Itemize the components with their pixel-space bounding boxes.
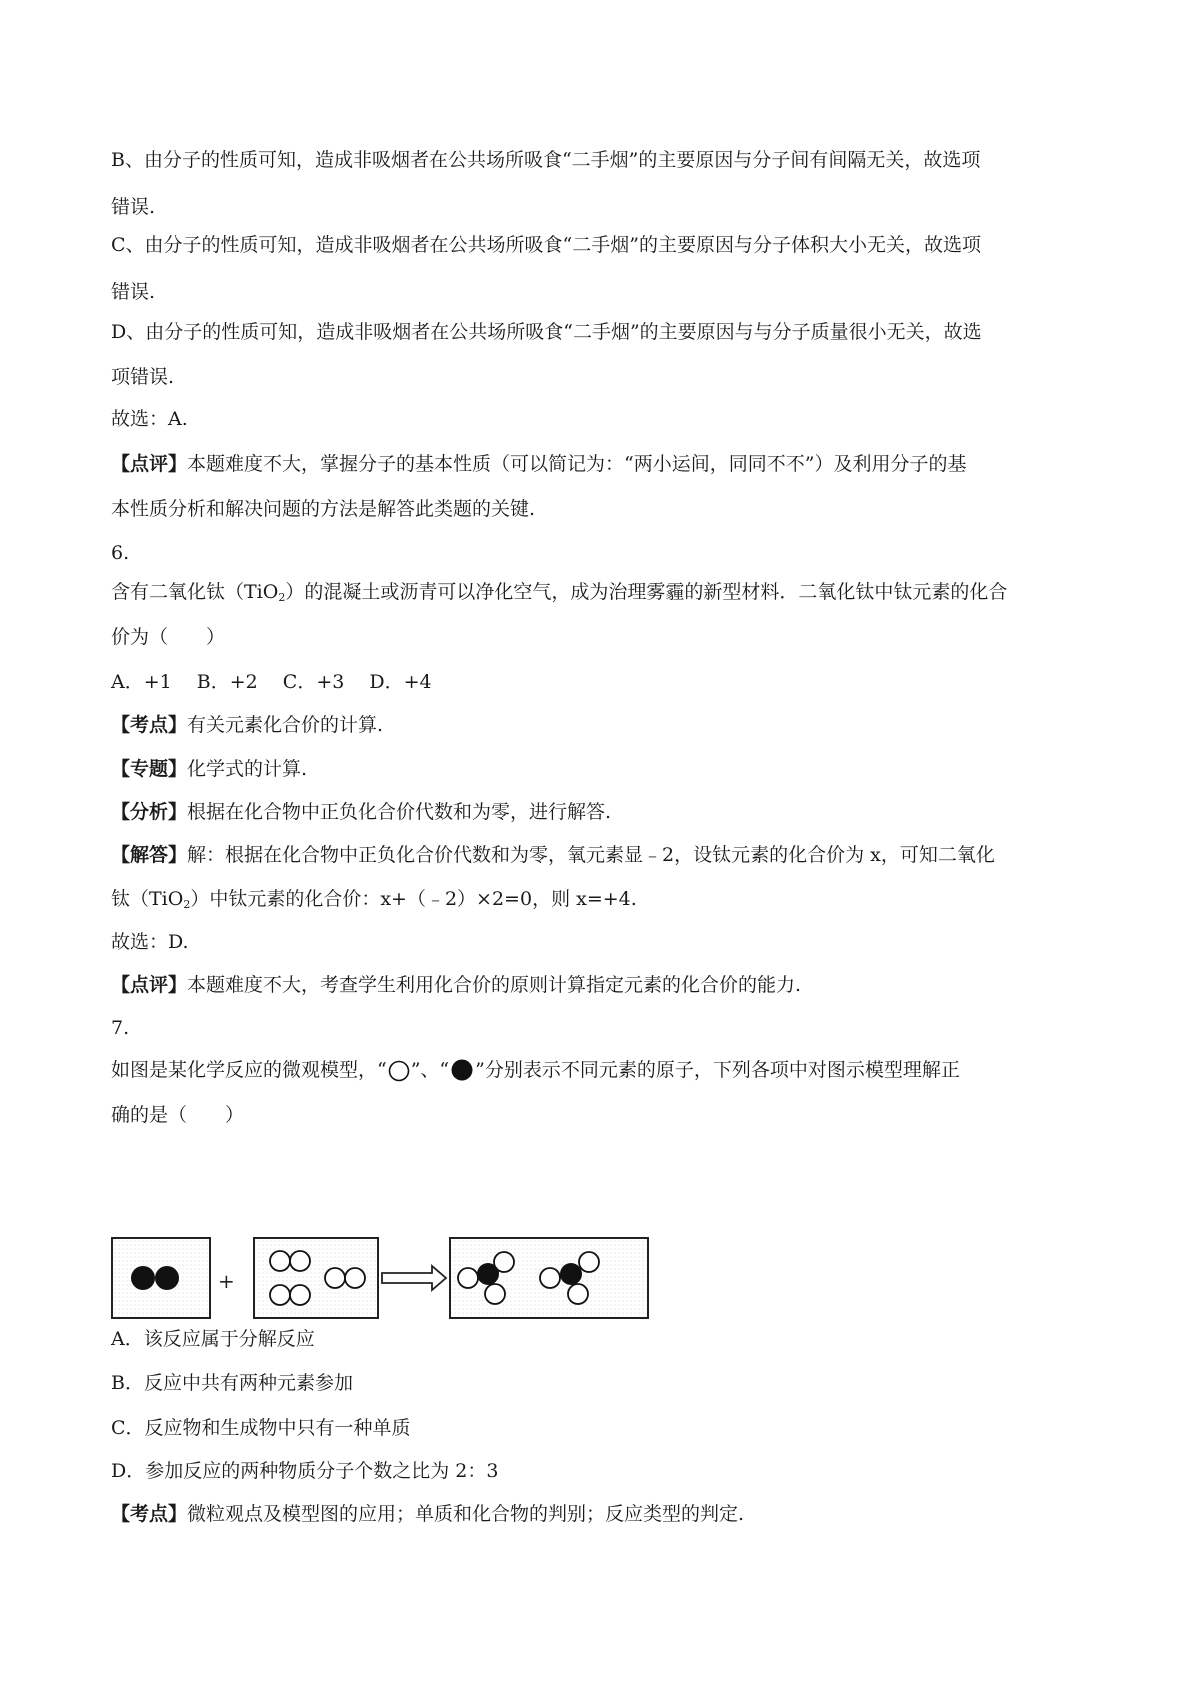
white-atom <box>325 1268 345 1288</box>
kaodian-text: 微粒观点及模型图的应用；单质和化合物的判别；反应类型的判定. <box>187 1503 745 1525</box>
q6-jieda-line-2 <box>111 887 1111 917</box>
q6-kaodian <box>111 713 1111 737</box>
black-atom <box>560 1263 582 1285</box>
q6-dianping <box>111 973 1111 997</box>
comment-text: 本题难度不大，掌握分子的基本性质（可以简记为：“两小运间，同同不不”）及利用分子的基 <box>187 453 967 475</box>
q7-stem-part: 如图是某化学反应的微观模型，“ <box>111 1059 387 1081</box>
q6-fenxi <box>111 800 1111 824</box>
white-atom <box>290 1251 310 1271</box>
black-atom <box>131 1266 155 1290</box>
fenxi-tag: 【分析】 <box>111 801 188 823</box>
q6-stem-line-2: 价为（ ） <box>111 626 226 648</box>
q7-option-d: D．参加反应的两种物质分子个数之比为 2：3 <box>111 1460 499 1482</box>
q6-jieda-line-1 <box>111 843 1111 867</box>
subscript: 2 <box>183 898 191 911</box>
white-atom-icon <box>388 1060 410 1082</box>
jieda-part: ）中钛元素的化合价：x+（﹣2）×2=0，则 x=+4. <box>190 888 637 910</box>
reactant-box-2 <box>254 1238 378 1318</box>
q5-comment-line-1 <box>111 452 1111 476</box>
kaodian-text: 有关元素化合价的计算. <box>187 714 384 736</box>
white-atom <box>458 1268 478 1288</box>
zhuanti-text: 化学式的计算. <box>187 758 308 780</box>
b-option-line-1: B、由分子的性质可知，造成非吸烟者在公共场所吸食“二手烟”的主要原因与分子间有间隔无关，故选项 <box>111 149 981 171</box>
q7-stem-line-2: 确的是（ ） <box>111 1104 245 1126</box>
white-atom <box>540 1268 560 1288</box>
q5-comment-line-2: 本性质分析和解决问题的方法是解答此类题的关键. <box>111 498 536 520</box>
q7-option-c: C．反应物和生成物中只有一种单质 <box>111 1417 411 1439</box>
jieda-text: 解：根据在化合物中正负化合价代数和为零，氧元素显﹣2，设钛元素的化合价为 x，可知二氧化 <box>187 844 995 866</box>
q7-stem-part: ”、“ <box>410 1059 450 1081</box>
q7-option-a: A．该反应属于分解反应 <box>111 1328 315 1350</box>
q7-stem-line-1 <box>111 1058 1111 1082</box>
q6-answer: 故选：D. <box>111 931 189 953</box>
reaction-arrow <box>382 1266 446 1290</box>
reaction-diagram <box>110 1236 650 1320</box>
c-option-line-2: 错误. <box>111 281 156 303</box>
white-atom <box>485 1284 505 1304</box>
reactant-box-1 <box>112 1238 210 1318</box>
comment-tag: 【点评】 <box>111 453 188 475</box>
q7-option-b: B．反应中共有两种元素参加 <box>111 1372 353 1394</box>
c-option-line-1: C、由分子的性质可知，造成非吸烟者在公共场所吸食“二手烟”的主要原因与分子体积大小无关，故选项 <box>111 234 981 256</box>
dianping-tag: 【点评】 <box>111 974 188 996</box>
jieda-tag: 【解答】 <box>111 844 188 866</box>
white-atom <box>270 1251 290 1271</box>
white-atom <box>579 1252 599 1272</box>
q6-stem-part: ）的混凝土或沥青可以净化空气，成为治理雾霾的新型材料．二氧化钛中钛元素的化合 <box>285 581 1008 603</box>
white-atom <box>290 1285 310 1305</box>
dianping-text: 本题难度不大，考查学生利用化合价的原则计算指定元素的化合价的能力. <box>187 974 802 996</box>
white-atom <box>270 1285 290 1305</box>
jieda-part: 钛（TiO <box>111 888 184 910</box>
q6-stem-line-1 <box>111 580 1111 610</box>
d-option-line-2: 项错误. <box>111 366 175 388</box>
zhuanti-tag: 【专题】 <box>111 758 188 780</box>
q5-answer: 故选：A. <box>111 408 188 430</box>
q7-number: 7. <box>111 1017 130 1039</box>
q7-stem-part: ”分别表示不同元素的原子，下列各项中对图示模型理解正 <box>475 1059 960 1081</box>
white-atom <box>568 1284 588 1304</box>
q7-kaodian <box>111 1502 1111 1526</box>
d-option-line-1: D、由分子的性质可知，造成非吸烟者在公共场所吸食“二手烟”的主要原因与与分子质量很小无关，故选 <box>111 321 982 343</box>
fenxi-text: 根据在化合物中正负化合价代数和为零，进行解答. <box>187 801 612 823</box>
black-atom <box>477 1263 499 1285</box>
black-atom-icon <box>450 1058 474 1082</box>
plus-sign: + <box>218 1269 235 1293</box>
q6-stem-part: 含有二氧化钛（TiO <box>111 581 279 603</box>
q6-zhuanti <box>111 757 1111 781</box>
q6-options: A．+1 B．+2 C．+3 D．+4 <box>111 671 432 693</box>
kaodian-tag: 【考点】 <box>111 1503 188 1525</box>
b-option-line-2: 错误. <box>111 196 156 218</box>
q6-number: 6. <box>111 542 130 564</box>
product-box <box>450 1238 648 1318</box>
black-atom <box>155 1266 179 1290</box>
subscript: 2 <box>278 591 286 604</box>
kaodian-tag: 【考点】 <box>111 714 188 736</box>
white-atom <box>345 1268 365 1288</box>
